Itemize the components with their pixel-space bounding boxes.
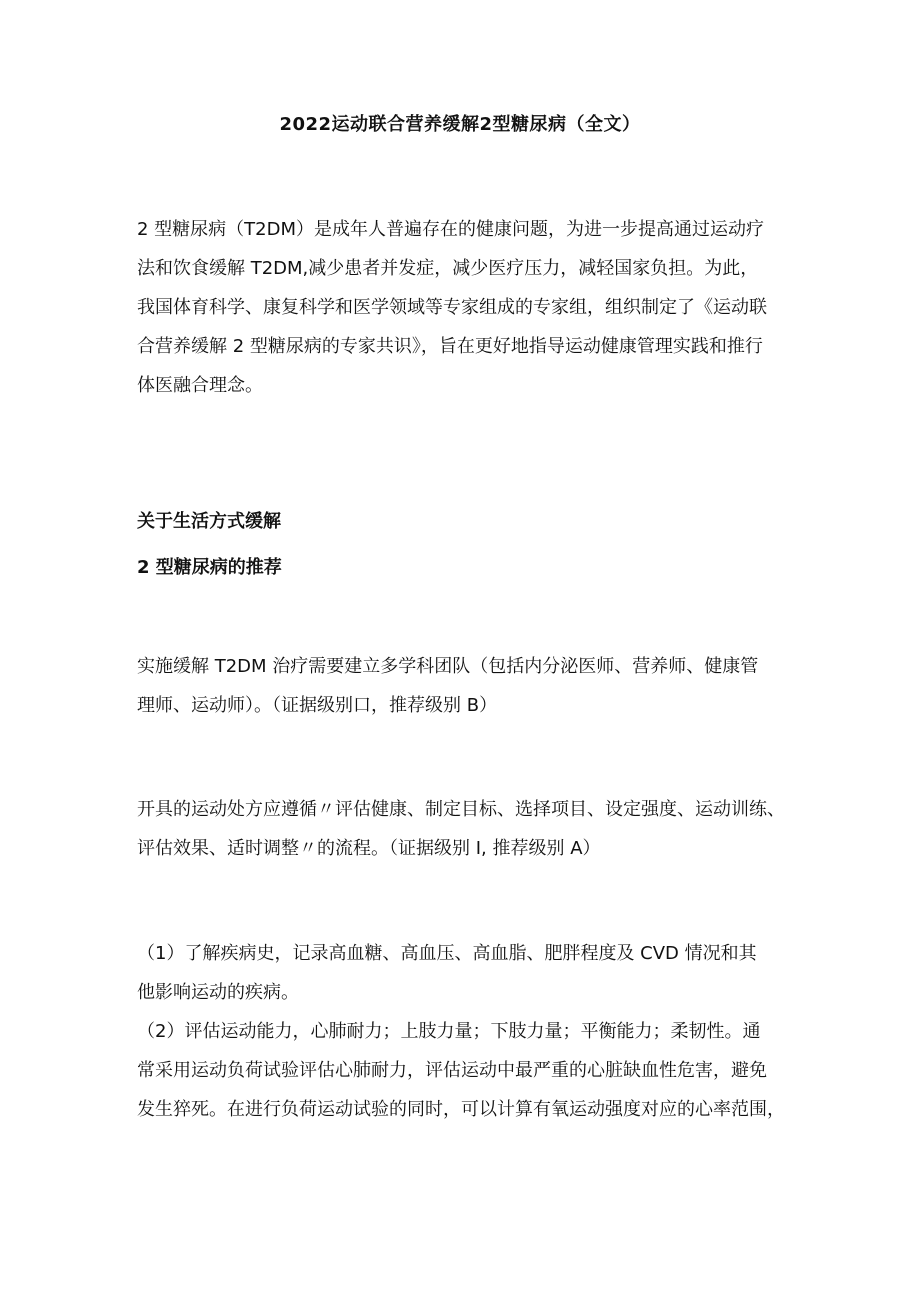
recommendation-1 xyxy=(137,647,787,725)
recommendation-2 xyxy=(137,790,787,868)
step-line: 发生猝死。在进行负荷运动试验的同时，可以计算有氧运动强度对应的心率范围， xyxy=(137,1099,785,1120)
rec2-line: 开具的运动处方应遵循〃评估健康、制定目标、选择项目、设定强度、运动训练、 xyxy=(137,799,785,820)
section-heading-2: 2 型糖尿病的推荐 xyxy=(137,557,282,578)
intro-line: 2 型糖尿病（T2DM）是成年人普遍存在的健康问题，为进一步提高通过运动疗 xyxy=(137,219,765,240)
step-line: （2）评估运动能力，心肺耐力；上肢力量；下肢力量；平衡能力；柔韧性。通 xyxy=(137,1021,761,1042)
intro-line: 法和饮食缓解 T2DM,减少患者并发症，减少医疗压力，减轻国家负担。为此， xyxy=(137,258,759,279)
step-line: （1）了解疾病史，记录高血糖、高血压、高血脂、肥胖程度及 CVD 情况和其 xyxy=(137,943,757,964)
step-line: 常采用运动负荷试验评估心肺耐力，评估运动中最严重的心脏缺血性危害，避免 xyxy=(137,1060,767,1081)
step-line: 他影响运动的疾病。 xyxy=(137,982,299,1003)
intro-paragraph xyxy=(137,210,787,405)
intro-line: 合营养缓解 2 型糖尿病的专家共识》，旨在更好地指导运动健康管理实践和推行 xyxy=(137,336,763,357)
intro-line: 我国体育科学、康复科学和医学领域等专家组成的专家组，组织制定了《运动联 xyxy=(137,297,767,318)
document-title: 2022运动联合营养缓解2型糖尿病（全文） xyxy=(279,114,641,135)
rec1-line: 理师、运动师）。（证据级别口，推荐级别 B） xyxy=(137,695,498,716)
rec1-line: 实施缓解 T2DM 治疗需要建立多学科团队（包括内分泌医师、营养师、健康管 xyxy=(137,656,759,677)
steps-paragraph xyxy=(137,934,787,1129)
rec2-line: 评估效果、适时调整〃的流程。（证据级别 I, 推荐级别 A） xyxy=(137,838,601,859)
intro-line: 体医融合理念。 xyxy=(137,375,263,396)
section-heading-1: 关于生活方式缓解 xyxy=(137,511,281,532)
